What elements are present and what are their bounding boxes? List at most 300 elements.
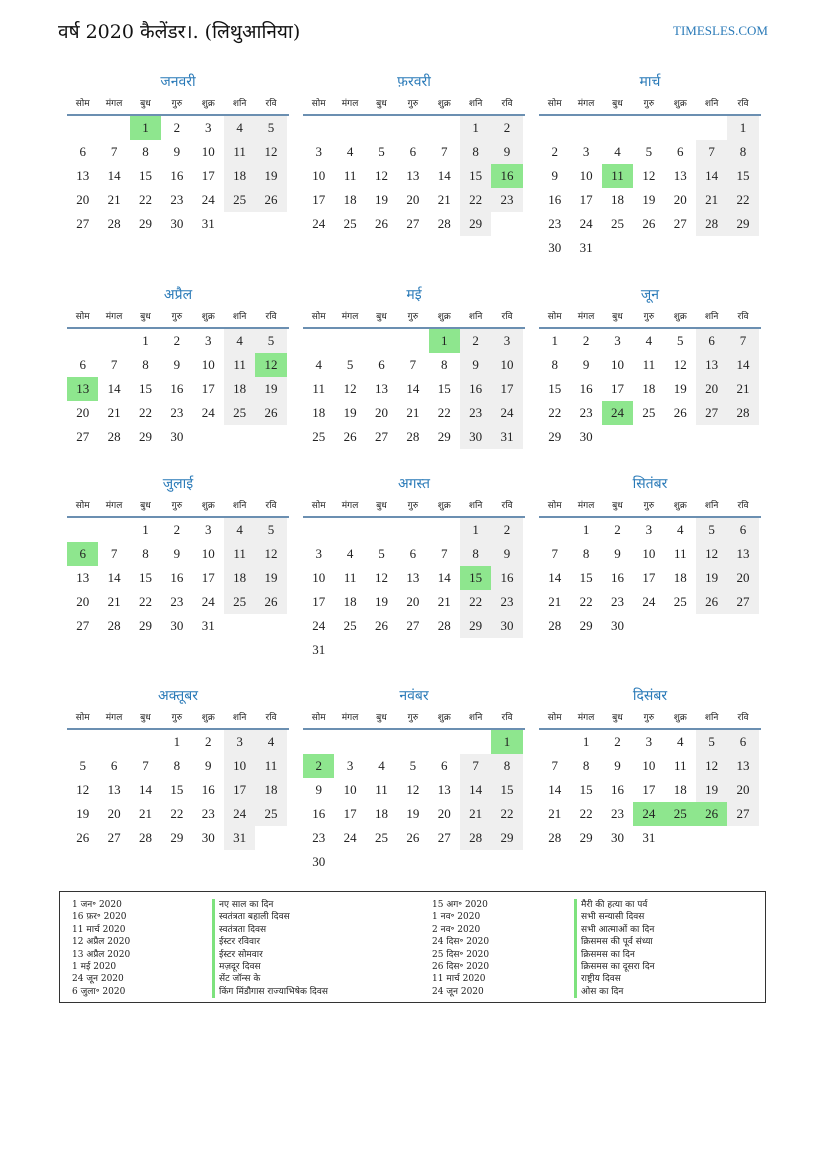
- day-cell[interactable]: 20: [696, 377, 727, 401]
- day-cell[interactable]: 5: [677, 333, 684, 348]
- day-cell[interactable]: 29: [727, 212, 758, 236]
- day-cell[interactable]: 29: [437, 429, 451, 444]
- day-cell[interactable]: 1: [727, 116, 758, 140]
- day-cell[interactable]: 31: [201, 618, 215, 633]
- day-cell[interactable]: 11: [602, 164, 633, 188]
- day-cell[interactable]: 15: [460, 164, 491, 188]
- day-cell[interactable]: 5: [346, 357, 354, 372]
- day-cell[interactable]: 10: [610, 357, 624, 372]
- day-cell[interactable]: 14: [460, 778, 491, 802]
- day-cell[interactable]: 30: [170, 618, 184, 633]
- day-cell[interactable]: 25: [343, 216, 357, 231]
- day-cell[interactable]: 24: [579, 216, 593, 231]
- day-cell[interactable]: 13: [107, 782, 121, 797]
- day-cell[interactable]: 5: [255, 116, 286, 140]
- day-cell[interactable]: 9: [173, 144, 181, 159]
- day-cell[interactable]: 29: [138, 216, 152, 231]
- day-cell[interactable]: 6: [110, 758, 118, 773]
- day-cell[interactable]: 2: [614, 522, 621, 537]
- day-cell[interactable]: 18: [343, 594, 357, 609]
- day-cell[interactable]: 31: [224, 826, 255, 850]
- day-cell[interactable]: 29: [548, 429, 562, 444]
- day-cell[interactable]: 22: [460, 590, 491, 614]
- day-cell[interactable]: 1: [429, 329, 460, 353]
- day-cell[interactable]: 27: [76, 618, 90, 633]
- day-cell[interactable]: 26: [406, 830, 420, 845]
- day-cell[interactable]: 14: [107, 168, 121, 183]
- day-cell[interactable]: 26: [76, 830, 90, 845]
- day-cell[interactable]: 11: [673, 758, 687, 773]
- day-cell[interactable]: 20: [76, 405, 90, 420]
- day-cell[interactable]: 1: [173, 734, 181, 749]
- day-cell[interactable]: 18: [673, 782, 687, 797]
- day-cell[interactable]: 2: [173, 120, 181, 135]
- day-cell[interactable]: 13: [76, 570, 90, 585]
- day-cell[interactable]: 19: [696, 778, 727, 802]
- day-cell[interactable]: 3: [582, 144, 590, 159]
- day-cell[interactable]: 24: [201, 594, 215, 609]
- day-cell[interactable]: 23: [491, 590, 522, 614]
- day-cell[interactable]: 9: [460, 353, 491, 377]
- day-cell[interactable]: 1: [582, 734, 590, 749]
- day-cell[interactable]: 11: [312, 381, 325, 396]
- day-cell[interactable]: 8: [142, 546, 149, 561]
- day-cell[interactable]: 9: [614, 758, 621, 773]
- day-cell[interactable]: 20: [406, 594, 420, 609]
- day-cell[interactable]: 23: [491, 188, 522, 212]
- day-cell[interactable]: 27: [437, 830, 451, 845]
- day-cell[interactable]: 23: [579, 405, 593, 420]
- day-cell[interactable]: 17: [343, 806, 357, 821]
- day-cell[interactable]: 3: [614, 333, 621, 348]
- day-cell[interactable]: 1: [551, 333, 558, 348]
- day-cell[interactable]: 8: [142, 144, 149, 159]
- day-cell[interactable]: 7: [551, 546, 558, 561]
- day-cell[interactable]: 27: [406, 618, 420, 633]
- day-cell[interactable]: 17: [201, 570, 215, 585]
- day-cell[interactable]: 24: [224, 802, 255, 826]
- day-cell[interactable]: 22: [460, 188, 491, 212]
- day-cell[interactable]: 21: [460, 802, 491, 826]
- day-cell[interactable]: 5: [378, 144, 385, 159]
- day-cell[interactable]: 9: [315, 782, 322, 797]
- day-cell[interactable]: 4: [315, 357, 322, 372]
- day-cell[interactable]: 7: [696, 140, 727, 164]
- day-cell[interactable]: 8: [460, 140, 491, 164]
- day-cell[interactable]: 6: [409, 144, 417, 159]
- day-cell[interactable]: 24: [602, 401, 633, 425]
- day-cell[interactable]: 6: [696, 329, 727, 353]
- day-cell[interactable]: 21: [107, 405, 121, 420]
- day-cell[interactable]: 25: [642, 405, 656, 420]
- day-cell[interactable]: 1: [582, 522, 590, 537]
- day-cell[interactable]: 17: [579, 192, 593, 207]
- day-cell[interactable]: 11: [224, 140, 255, 164]
- day-cell[interactable]: 6: [409, 546, 417, 561]
- day-cell[interactable]: 14: [406, 381, 420, 396]
- day-cell[interactable]: 26: [696, 802, 727, 826]
- day-cell[interactable]: 26: [374, 618, 388, 633]
- day-cell[interactable]: 28: [107, 429, 121, 444]
- day-cell[interactable]: 5: [409, 758, 417, 773]
- day-cell[interactable]: 24: [343, 830, 357, 845]
- day-cell[interactable]: 23: [312, 830, 326, 845]
- day-cell[interactable]: 6: [67, 542, 98, 566]
- day-cell[interactable]: 16: [201, 782, 215, 797]
- day-cell[interactable]: 20: [673, 192, 687, 207]
- day-cell[interactable]: 4: [346, 144, 354, 159]
- day-cell[interactable]: 6: [378, 357, 385, 372]
- day-cell[interactable]: 26: [255, 590, 286, 614]
- day-cell[interactable]: 10: [201, 357, 215, 372]
- day-cell[interactable]: 8: [142, 357, 149, 372]
- day-cell[interactable]: 18: [255, 778, 286, 802]
- day-cell[interactable]: 24: [312, 618, 326, 633]
- day-cell[interactable]: 29: [138, 429, 152, 444]
- day-cell[interactable]: 27: [76, 216, 90, 231]
- day-cell[interactable]: 9: [491, 140, 522, 164]
- day-cell[interactable]: 21: [437, 594, 451, 609]
- day-cell[interactable]: 16: [610, 782, 624, 797]
- day-cell[interactable]: 19: [255, 164, 286, 188]
- day-cell[interactable]: 2: [582, 333, 590, 348]
- day-cell[interactable]: 9: [491, 542, 522, 566]
- day-cell[interactable]: 15: [170, 782, 184, 797]
- day-cell[interactable]: 17: [224, 778, 255, 802]
- day-cell[interactable]: 13: [696, 353, 727, 377]
- day-cell[interactable]: 31: [312, 642, 326, 657]
- day-cell[interactable]: 2: [614, 734, 621, 749]
- day-cell[interactable]: 8: [491, 754, 522, 778]
- day-cell[interactable]: 10: [642, 758, 656, 773]
- day-cell[interactable]: 10: [343, 782, 357, 797]
- day-cell[interactable]: 26: [255, 188, 286, 212]
- day-cell[interactable]: 1: [142, 333, 149, 348]
- day-cell[interactable]: 16: [579, 381, 593, 396]
- day-cell[interactable]: 25: [665, 802, 696, 826]
- day-cell[interactable]: 28: [107, 618, 121, 633]
- day-cell[interactable]: 22: [548, 405, 562, 420]
- day-cell[interactable]: 11: [673, 546, 687, 561]
- day-cell[interactable]: 11: [375, 782, 388, 797]
- day-cell[interactable]: 6: [677, 144, 684, 159]
- day-cell[interactable]: 10: [312, 570, 326, 585]
- day-cell[interactable]: 20: [437, 806, 451, 821]
- day-cell[interactable]: 17: [201, 168, 215, 183]
- site-link[interactable]: TIMESLES.COM: [673, 23, 768, 38]
- day-cell[interactable]: 10: [579, 168, 593, 183]
- day-cell[interactable]: 27: [696, 401, 727, 425]
- day-cell[interactable]: 20: [727, 778, 758, 802]
- day-cell[interactable]: 3: [224, 730, 255, 754]
- day-cell[interactable]: 18: [374, 806, 388, 821]
- day-cell[interactable]: 22: [138, 405, 152, 420]
- day-cell[interactable]: 4: [677, 734, 684, 749]
- day-cell[interactable]: 29: [460, 212, 491, 236]
- day-cell[interactable]: 6: [727, 518, 758, 542]
- day-cell[interactable]: 12: [343, 381, 357, 396]
- day-cell[interactable]: 8: [551, 357, 558, 372]
- day-cell[interactable]: 19: [255, 566, 286, 590]
- day-cell[interactable]: 4: [378, 758, 385, 773]
- day-cell[interactable]: 27: [673, 216, 687, 231]
- day-cell[interactable]: 18: [673, 570, 687, 585]
- day-cell[interactable]: 15: [138, 570, 152, 585]
- day-cell[interactable]: 14: [107, 570, 121, 585]
- day-cell[interactable]: 7: [727, 329, 758, 353]
- day-cell[interactable]: 26: [642, 216, 656, 231]
- day-cell[interactable]: 4: [224, 518, 255, 542]
- day-cell[interactable]: 1: [460, 116, 491, 140]
- day-cell[interactable]: 24: [633, 802, 664, 826]
- day-cell[interactable]: 30: [201, 830, 215, 845]
- day-cell[interactable]: 3: [645, 734, 653, 749]
- day-cell[interactable]: 17: [642, 570, 656, 585]
- day-cell[interactable]: 5: [255, 329, 286, 353]
- day-cell[interactable]: 19: [255, 377, 286, 401]
- day-cell[interactable]: 7: [460, 754, 491, 778]
- day-cell[interactable]: 7: [441, 546, 448, 561]
- day-cell[interactable]: 27: [727, 590, 758, 614]
- day-cell[interactable]: 12: [673, 357, 687, 372]
- day-cell[interactable]: 20: [107, 806, 121, 821]
- day-cell[interactable]: 20: [76, 192, 90, 207]
- day-cell[interactable]: 17: [642, 782, 656, 797]
- day-cell[interactable]: 1: [460, 518, 491, 542]
- day-cell[interactable]: 24: [312, 216, 326, 231]
- day-cell[interactable]: 25: [610, 216, 624, 231]
- day-cell[interactable]: 2: [491, 518, 522, 542]
- day-cell[interactable]: 25: [224, 401, 255, 425]
- day-cell[interactable]: 16: [491, 164, 522, 188]
- day-cell[interactable]: 17: [491, 377, 522, 401]
- day-cell[interactable]: 4: [255, 730, 286, 754]
- day-cell[interactable]: 2: [303, 754, 334, 778]
- day-cell[interactable]: 28: [727, 401, 758, 425]
- day-cell[interactable]: 29: [460, 614, 491, 638]
- day-cell[interactable]: 22: [579, 594, 593, 609]
- day-cell[interactable]: 12: [696, 754, 727, 778]
- day-cell[interactable]: 3: [205, 120, 212, 135]
- day-cell[interactable]: 8: [460, 542, 491, 566]
- day-cell[interactable]: 28: [548, 618, 562, 633]
- day-cell[interactable]: 26: [343, 429, 357, 444]
- day-cell[interactable]: 22: [170, 806, 184, 821]
- day-cell[interactable]: 10: [642, 546, 656, 561]
- day-cell[interactable]: 3: [491, 329, 522, 353]
- day-cell[interactable]: 1: [491, 730, 522, 754]
- day-cell[interactable]: 11: [224, 353, 255, 377]
- day-cell[interactable]: 29: [491, 826, 522, 850]
- day-cell[interactable]: 8: [441, 357, 448, 372]
- day-cell[interactable]: 5: [255, 518, 286, 542]
- day-cell[interactable]: 26: [696, 590, 727, 614]
- day-cell[interactable]: 23: [170, 192, 184, 207]
- day-cell[interactable]: 15: [727, 164, 758, 188]
- day-cell[interactable]: 21: [696, 188, 727, 212]
- day-cell[interactable]: 28: [548, 830, 562, 845]
- day-cell[interactable]: 22: [491, 802, 522, 826]
- day-cell[interactable]: 16: [548, 192, 562, 207]
- day-cell[interactable]: 19: [374, 594, 388, 609]
- day-cell[interactable]: 6: [79, 144, 86, 159]
- day-cell[interactable]: 11: [343, 570, 357, 585]
- day-cell[interactable]: 14: [437, 570, 451, 585]
- day-cell[interactable]: 5: [79, 758, 86, 773]
- day-cell[interactable]: 20: [406, 192, 420, 207]
- day-cell[interactable]: 19: [673, 381, 687, 396]
- day-cell[interactable]: 30: [610, 830, 624, 845]
- day-cell[interactable]: 27: [727, 802, 758, 826]
- day-cell[interactable]: 28: [107, 216, 121, 231]
- day-cell[interactable]: 3: [315, 546, 322, 561]
- day-cell[interactable]: 12: [374, 168, 388, 183]
- day-cell[interactable]: 9: [614, 546, 621, 561]
- day-cell[interactable]: 3: [205, 333, 212, 348]
- day-cell[interactable]: 1: [130, 116, 161, 140]
- day-cell[interactable]: 31: [579, 240, 593, 255]
- day-cell[interactable]: 22: [138, 594, 152, 609]
- day-cell[interactable]: 4: [224, 329, 255, 353]
- day-cell[interactable]: 31: [201, 216, 215, 231]
- day-cell[interactable]: 20: [374, 405, 388, 420]
- day-cell[interactable]: 3: [315, 144, 322, 159]
- day-cell[interactable]: 28: [437, 618, 451, 633]
- day-cell[interactable]: 2: [460, 329, 491, 353]
- day-cell[interactable]: 1: [142, 522, 149, 537]
- day-cell[interactable]: 28: [138, 830, 152, 845]
- day-cell[interactable]: 6: [79, 357, 86, 372]
- day-cell[interactable]: 5: [696, 518, 727, 542]
- day-cell[interactable]: 13: [76, 168, 90, 183]
- day-cell[interactable]: 2: [173, 522, 181, 537]
- day-cell[interactable]: 29: [579, 618, 593, 633]
- day-cell[interactable]: 9: [582, 357, 590, 372]
- day-cell[interactable]: 15: [579, 782, 593, 797]
- day-cell[interactable]: 13: [406, 168, 420, 183]
- day-cell[interactable]: 16: [491, 566, 522, 590]
- day-cell[interactable]: 30: [610, 618, 624, 633]
- day-cell[interactable]: 15: [437, 381, 451, 396]
- day-cell[interactable]: 14: [107, 381, 121, 396]
- day-cell[interactable]: 28: [460, 826, 491, 850]
- day-cell[interactable]: 7: [409, 357, 417, 372]
- day-cell[interactable]: 14: [696, 164, 727, 188]
- day-cell[interactable]: 8: [727, 140, 758, 164]
- day-cell[interactable]: 8: [582, 758, 590, 773]
- day-cell[interactable]: 19: [343, 405, 357, 420]
- day-cell[interactable]: 16: [610, 570, 624, 585]
- day-cell[interactable]: 10: [312, 168, 326, 183]
- day-cell[interactable]: 7: [142, 758, 149, 773]
- day-cell[interactable]: 3: [205, 522, 212, 537]
- day-cell[interactable]: 25: [343, 618, 357, 633]
- day-cell[interactable]: 17: [312, 192, 326, 207]
- day-cell[interactable]: 13: [406, 570, 420, 585]
- day-cell[interactable]: 14: [138, 782, 152, 797]
- day-cell[interactable]: 21: [548, 806, 562, 821]
- day-cell[interactable]: 9: [551, 168, 558, 183]
- day-cell[interactable]: 11: [642, 357, 656, 372]
- day-cell[interactable]: 23: [460, 401, 491, 425]
- day-cell[interactable]: 12: [76, 782, 90, 797]
- day-cell[interactable]: 8: [582, 546, 590, 561]
- day-cell[interactable]: 19: [406, 806, 420, 821]
- day-cell[interactable]: 13: [727, 542, 758, 566]
- day-cell[interactable]: 18: [224, 164, 255, 188]
- day-cell[interactable]: 8: [173, 758, 181, 773]
- day-cell[interactable]: 17: [201, 381, 215, 396]
- day-cell[interactable]: 18: [224, 377, 255, 401]
- day-cell[interactable]: 2: [551, 144, 558, 159]
- day-cell[interactable]: 12: [406, 782, 420, 797]
- day-cell[interactable]: 14: [437, 168, 451, 183]
- day-cell[interactable]: 12: [642, 168, 656, 183]
- day-cell[interactable]: 17: [312, 594, 326, 609]
- day-cell[interactable]: 19: [696, 566, 727, 590]
- day-cell[interactable]: 18: [642, 381, 656, 396]
- day-cell[interactable]: 13: [374, 381, 388, 396]
- day-cell[interactable]: 23: [201, 806, 215, 821]
- day-cell[interactable]: 7: [441, 144, 448, 159]
- day-cell[interactable]: 29: [170, 830, 184, 845]
- day-cell[interactable]: 10: [491, 353, 522, 377]
- day-cell[interactable]: 2: [173, 333, 181, 348]
- day-cell[interactable]: 7: [110, 546, 118, 561]
- day-cell[interactable]: 10: [224, 754, 255, 778]
- day-cell[interactable]: 12: [255, 353, 286, 377]
- day-cell[interactable]: 30: [548, 240, 562, 255]
- day-cell[interactable]: 9: [173, 357, 181, 372]
- day-cell[interactable]: 24: [201, 192, 215, 207]
- day-cell[interactable]: 21: [406, 405, 420, 420]
- day-cell[interactable]: 26: [374, 216, 388, 231]
- day-cell[interactable]: 5: [378, 546, 385, 561]
- day-cell[interactable]: 27: [374, 429, 388, 444]
- day-cell[interactable]: 4: [677, 522, 684, 537]
- day-cell[interactable]: 14: [548, 570, 562, 585]
- day-cell[interactable]: 4: [645, 333, 653, 348]
- day-cell[interactable]: 10: [201, 144, 215, 159]
- day-cell[interactable]: 2: [491, 116, 522, 140]
- day-cell[interactable]: 15: [138, 168, 152, 183]
- day-cell[interactable]: 5: [645, 144, 653, 159]
- day-cell[interactable]: 11: [343, 168, 357, 183]
- day-cell[interactable]: 18: [343, 192, 357, 207]
- day-cell[interactable]: 11: [255, 754, 286, 778]
- day-cell[interactable]: 30: [312, 854, 326, 869]
- day-cell[interactable]: 20: [76, 594, 90, 609]
- day-cell[interactable]: 25: [224, 188, 255, 212]
- day-cell[interactable]: 15: [138, 381, 152, 396]
- day-cell[interactable]: 22: [437, 405, 451, 420]
- day-cell[interactable]: 18: [312, 405, 326, 420]
- day-cell[interactable]: 13: [673, 168, 687, 183]
- day-cell[interactable]: 3: [645, 522, 653, 537]
- day-cell[interactable]: 2: [205, 734, 212, 749]
- day-cell[interactable]: 15: [491, 778, 522, 802]
- day-cell[interactable]: 12: [255, 140, 286, 164]
- day-cell[interactable]: 15: [548, 381, 562, 396]
- day-cell[interactable]: 17: [610, 381, 624, 396]
- day-cell[interactable]: 12: [255, 542, 286, 566]
- day-cell[interactable]: 28: [696, 212, 727, 236]
- day-cell[interactable]: 23: [170, 405, 184, 420]
- day-cell[interactable]: 30: [460, 425, 491, 449]
- day-cell[interactable]: 18: [224, 566, 255, 590]
- day-cell[interactable]: 27: [406, 216, 420, 231]
- day-cell[interactable]: 30: [170, 216, 184, 231]
